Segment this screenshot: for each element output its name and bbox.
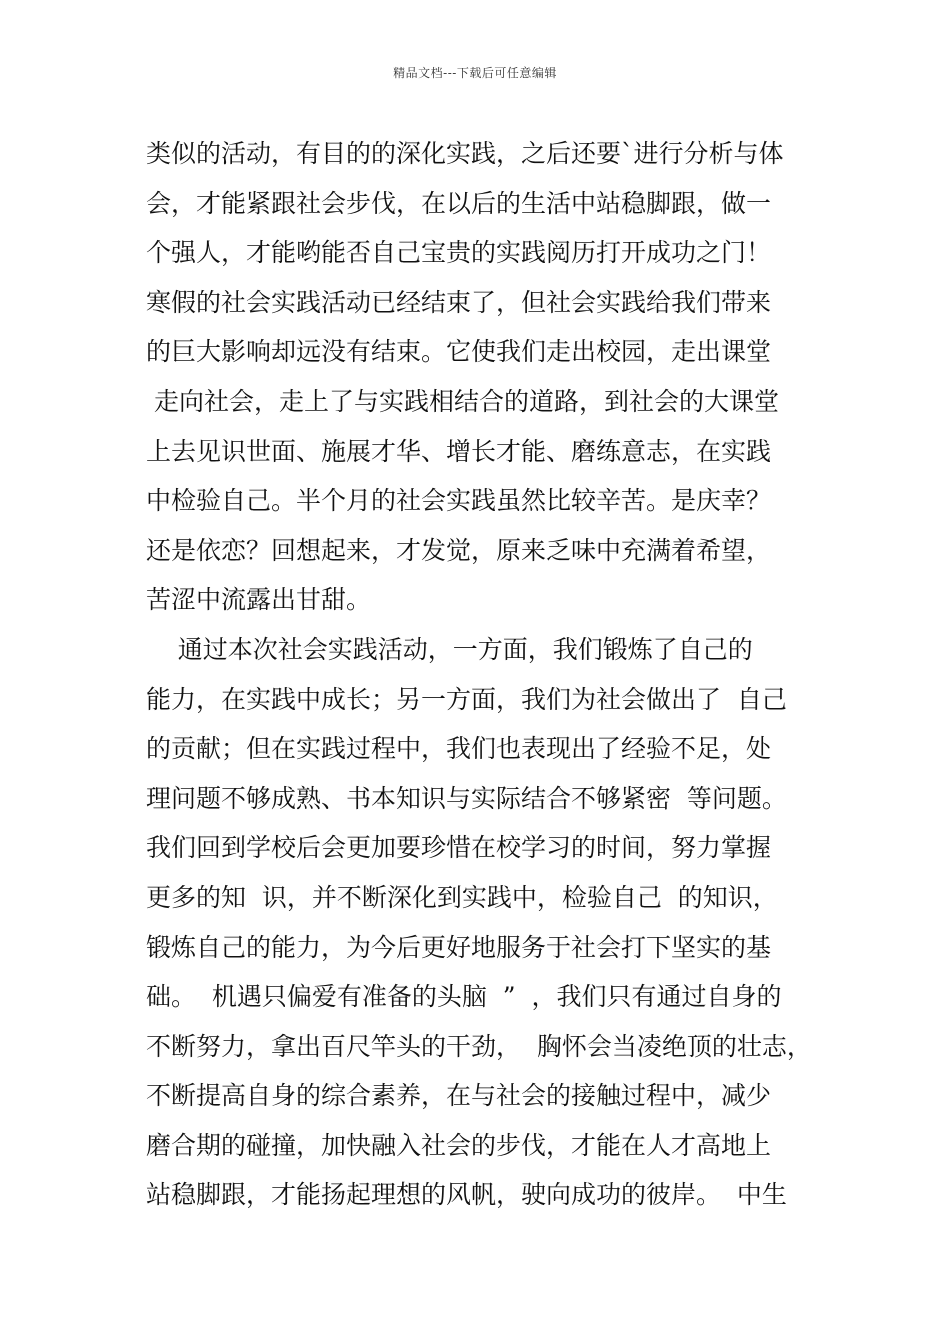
text-line: 我们回到学校后会更加要珍惜在校学习的时间，努力掌握 bbox=[146, 833, 772, 863]
text-line: 础。 机遇只偏爱有准备的头脑 ” ，我们只有通过自身的 bbox=[146, 982, 782, 1012]
text-line: 能力，在实践中成长；另一方面，我们为社会做出了 自己 bbox=[146, 684, 787, 714]
page-header: 精品文档---下载后可任意编辑 bbox=[393, 66, 557, 80]
text-line: 理问题不够成熟、书本知识与实际结合不够紧密 等问题。 bbox=[146, 783, 787, 813]
text-line: 寒假的社会实践活动已经结束了，但社会实践给我们带来 bbox=[146, 287, 772, 317]
text-line: 上去见识世面、施展才华、增长才能、磨练意志，在实践 bbox=[146, 436, 772, 466]
text-line: 个强人，才能哟能否自己宝贵的实践阅历打开成功之门！ bbox=[146, 238, 772, 268]
text-line: 会，才能紧跟社会步伐，在以后的生活中站稳脚跟，做一 bbox=[146, 188, 772, 218]
text-line: 磨合期的碰撞，加快融入社会的步伐，才能在人才高地上 bbox=[146, 1130, 772, 1160]
text-line: 不断提高自身的综合素养，在与社会的接触过程中，减少 bbox=[146, 1081, 772, 1111]
paragraph-start-line: 通过本次社会实践活动，一方面，我们锻炼了自己的 bbox=[146, 634, 753, 664]
text-line: 苦涩中流露出甘甜。 bbox=[146, 585, 372, 615]
text-line: 的巨大影响却远没有结束。它使我们走出校园，走出课堂 bbox=[146, 337, 772, 367]
text-line: 更多的知 识，并不断深化到实践中，检验自己 的知识， bbox=[146, 882, 778, 912]
text-line: 类似的活动，有目的的深化实践，之后还要`进行分析与体 bbox=[146, 139, 784, 168]
text-line: 的贡献；但在实践过程中，我们也表现出了经验不足，处 bbox=[146, 734, 772, 764]
text-line: 中检验自己。半个月的社会实践虽然比较辛苦。是庆幸？ bbox=[146, 486, 772, 516]
text-line: 不断努力，拿出百尺竿头的干劲， 胸怀会当凌绝顶的壮志， bbox=[146, 1031, 812, 1061]
text-line: 锻炼自己的能力，为今后更好地服务于社会打下坚实的基 bbox=[146, 932, 772, 962]
text-line: 还是依恋？回想起来，才发觉，原来乏味中充满着希望， bbox=[146, 535, 772, 565]
document-body bbox=[146, 129, 826, 1220]
text-line: 站稳脚跟，才能扬起理想的风帆，驶向成功的彼岸。 中生 bbox=[146, 1180, 787, 1210]
text-line: 走向社会，走上了与实践相结合的道路，到社会的大课堂 bbox=[146, 386, 779, 416]
